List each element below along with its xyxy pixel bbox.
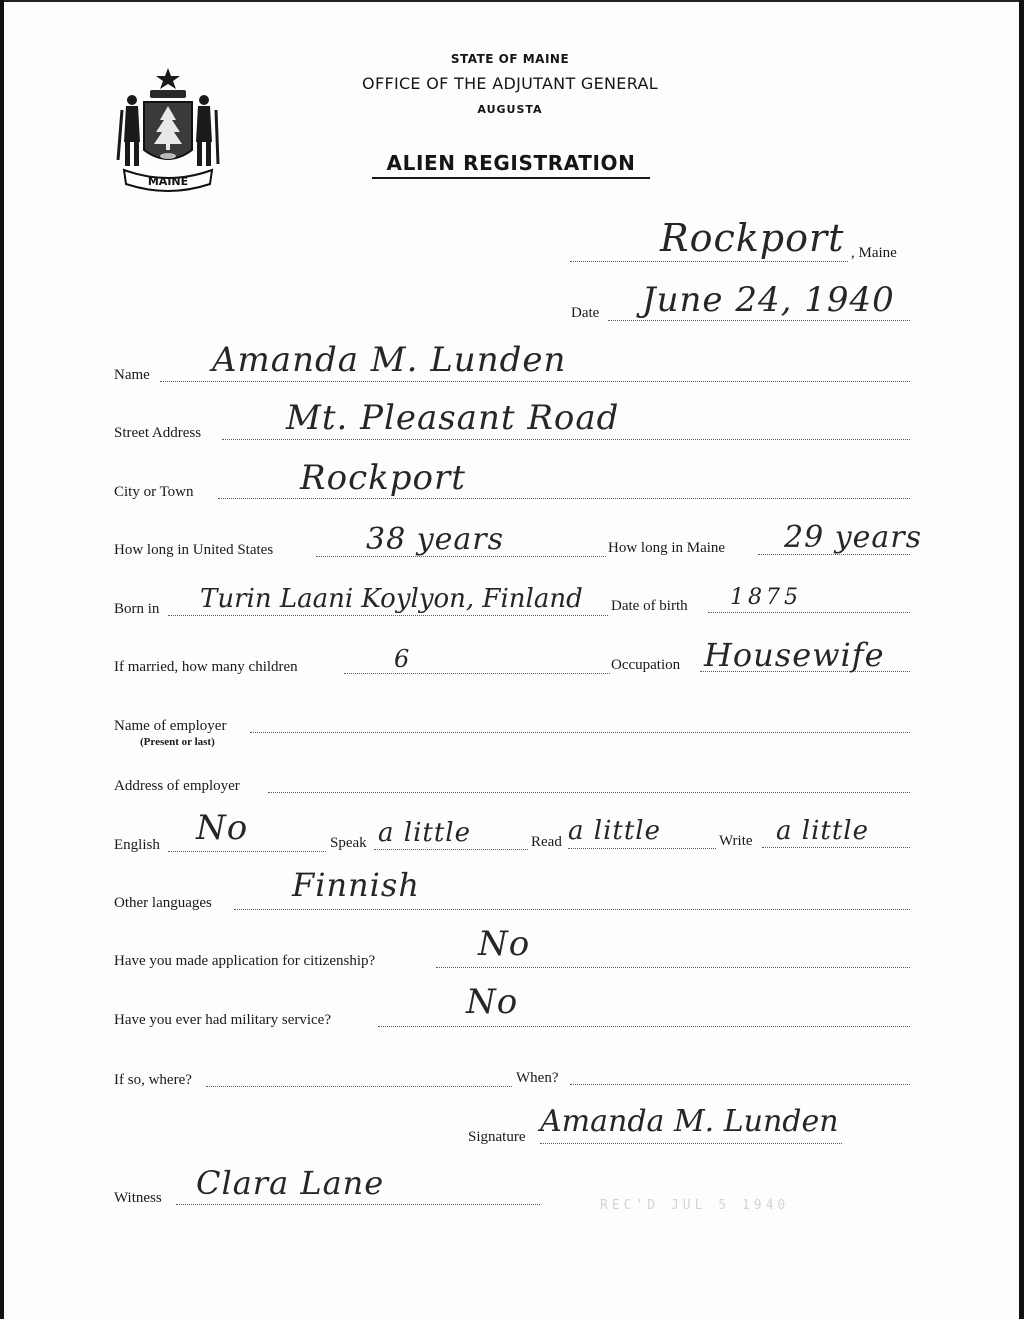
- date-dotted-line: [608, 320, 910, 321]
- read-label: Read: [531, 834, 562, 850]
- place-dotted-line: [570, 261, 848, 262]
- employer-address-label: Address of employer: [114, 778, 240, 794]
- read-dotted-line: [568, 848, 716, 849]
- citizenship-dotted-line: [436, 967, 910, 968]
- seal-label: MAINE: [147, 175, 189, 188]
- other-languages-value: Finnish: [292, 866, 420, 904]
- occupation-label: Occupation: [611, 657, 681, 673]
- read-value: a little: [568, 816, 661, 846]
- english-value: No: [196, 808, 249, 848]
- city-heading: AUGUSTA: [477, 103, 543, 116]
- write-value: a little: [776, 816, 869, 846]
- date-of-birth-label: Date of birth: [611, 598, 688, 614]
- office-heading: OFFICE OF THE ADJUTANT GENERAL: [362, 74, 658, 93]
- page-edge-left: [0, 0, 4, 1319]
- other-languages-label: Other languages: [114, 895, 212, 911]
- received-stamp: REC'D JUL 5 1940: [600, 1198, 790, 1213]
- witness-label: Witness: [114, 1190, 162, 1206]
- other-languages-dotted-line: [234, 909, 910, 910]
- how-long-maine-label: How long in Maine: [608, 540, 726, 556]
- occupation-value: Housewife: [704, 636, 885, 674]
- city-or-town-label: City or Town: [114, 484, 194, 500]
- citizenship-label: Have you made application for citizenship?: [114, 953, 376, 969]
- children-label: If married, how many children: [114, 659, 298, 675]
- english-dotted-line: [168, 851, 326, 852]
- name-dotted-line: [160, 381, 910, 382]
- place-value: Rockport: [660, 216, 845, 260]
- military-label: Have you ever had military service?: [114, 1012, 331, 1028]
- witness-dotted-line: [176, 1204, 540, 1205]
- how-long-us-label: How long in United States: [114, 542, 274, 558]
- citizenship-value: No: [478, 924, 531, 964]
- born-in-label: Born in: [114, 601, 160, 617]
- page-edge-top: [0, 0, 1024, 2]
- maine-state-seal-icon: [110, 64, 226, 196]
- street-address-dotted-line: [222, 439, 910, 440]
- employer-name-sublabel: (Present or last): [140, 736, 215, 748]
- page-edge-right: [1019, 0, 1024, 1319]
- date-label: Date: [571, 305, 600, 321]
- signature-value: Amanda M. Lunden: [540, 1104, 839, 1139]
- born-in-value: Turin Laani Koylyon, Finland: [200, 584, 583, 614]
- military-dotted-line: [378, 1026, 910, 1027]
- when-label: When?: [516, 1070, 559, 1086]
- name-value: Amanda M. Lunden: [212, 340, 567, 380]
- children-value: 6: [394, 645, 411, 673]
- city-or-town-dotted-line: [218, 498, 910, 499]
- witness-value: Clara Lane: [196, 1164, 385, 1202]
- place-suffix: , Maine: [851, 245, 897, 261]
- how-long-us-value: 38 years: [366, 522, 505, 557]
- city-or-town-value: Rockport: [300, 458, 466, 498]
- employer-address-dotted-line: [268, 792, 910, 793]
- form-title: ALIEN REGISTRATION: [386, 151, 636, 175]
- military-value: No: [466, 982, 519, 1022]
- speak-dotted-line: [374, 849, 528, 850]
- state-heading: STATE OF MAINE: [450, 52, 570, 66]
- street-address-value: Mt. Pleasant Road: [286, 398, 620, 438]
- date-of-birth-dotted-line: [708, 612, 910, 613]
- born-in-dotted-line: [168, 615, 608, 616]
- street-address-label: Street Address: [114, 425, 202, 441]
- children-dotted-line: [344, 673, 610, 674]
- if-so-where-dotted-line: [206, 1086, 512, 1087]
- signature-dotted-line: [540, 1143, 842, 1144]
- write-dotted-line: [762, 847, 910, 848]
- speak-label: Speak: [330, 835, 367, 851]
- write-label: Write: [719, 833, 753, 849]
- if-so-where-label: If so, where?: [114, 1072, 192, 1088]
- name-label: Name: [114, 367, 150, 383]
- date-of-birth-value: 1875: [730, 585, 802, 610]
- date-value: June 24, 1940: [642, 280, 895, 320]
- speak-value: a little: [378, 818, 471, 848]
- when-dotted-line: [570, 1084, 910, 1085]
- how-long-maine-value: 29 years: [784, 520, 923, 555]
- english-label: English: [114, 837, 160, 853]
- title-underline: [372, 177, 650, 179]
- signature-label: Signature: [468, 1129, 526, 1145]
- employer-name-dotted-line: [250, 732, 910, 733]
- employer-name-label: Name of employer: [114, 718, 227, 734]
